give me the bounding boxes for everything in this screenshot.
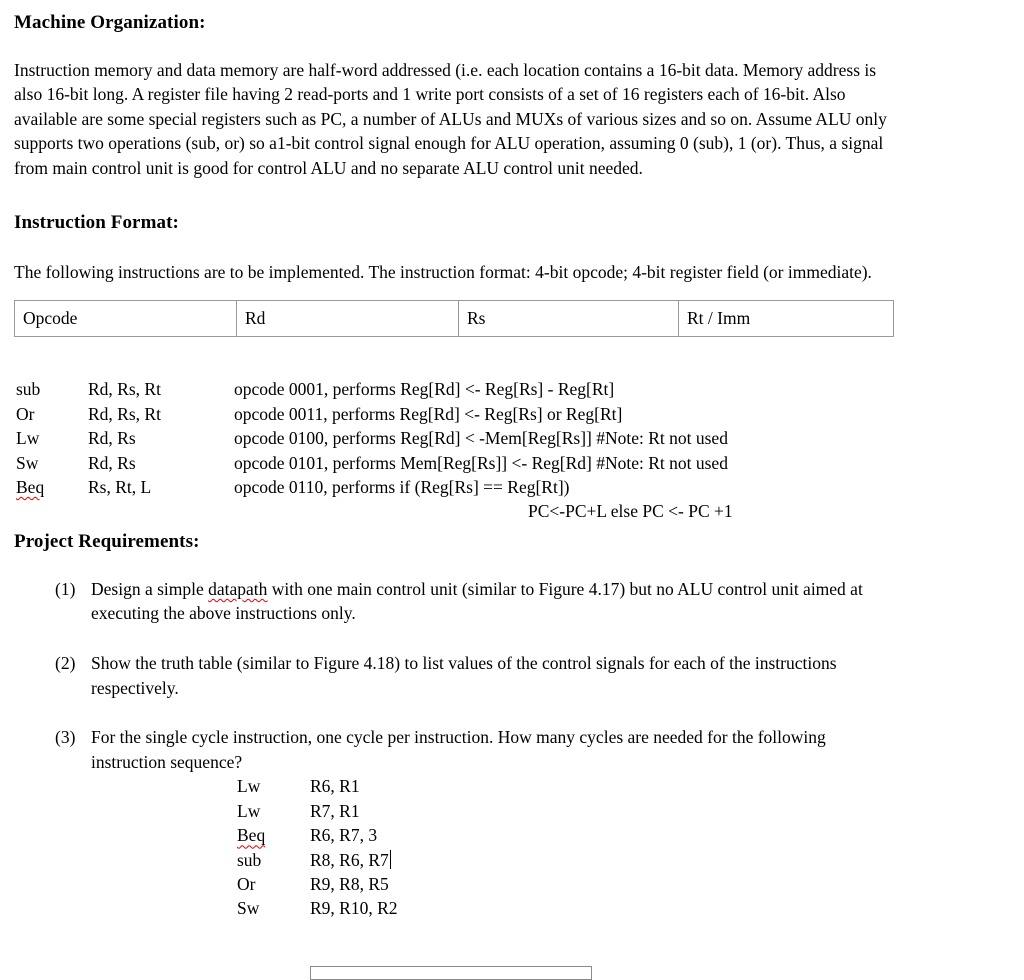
- instruction-mnemonic: Or: [16, 403, 35, 424]
- sequence-mnemonic: Lw: [237, 800, 261, 821]
- sequence-row-or: [237, 872, 557, 896]
- requirements-list: [14, 577, 1008, 921]
- instruction-operands: Rd, Rs, Rt: [88, 403, 161, 424]
- misspelled-word-beq: Beq: [16, 477, 45, 498]
- table-cell-rd: Rd: [237, 301, 459, 337]
- requirement-text: Show the truth table (similar to Figure 4.18) to list values of the control signals for each of the instructions respectively.: [91, 653, 837, 698]
- sequence-operands: R7, R1: [310, 800, 360, 821]
- text-cursor: [390, 850, 392, 869]
- sequence-operands: [310, 848, 557, 872]
- sequence-operands: R6, R7, 3: [310, 825, 378, 846]
- instruction-description: opcode 0100, performs Reg[Rd] < -Mem[Reg[Rs]] #Note: Rt not used: [234, 428, 728, 449]
- misspelled-word-beq: Beq: [237, 825, 266, 846]
- instruction-operands: Rd, Rs: [88, 428, 136, 449]
- table-row: [15, 301, 894, 337]
- sequence-mnemonic: Lw: [237, 776, 261, 797]
- sequence-mnemonic: [237, 823, 310, 847]
- requirement-text: For the single cycle instruction, one cycle per instruction. How many cycles are needed for the following instruction sequence?: [91, 727, 826, 772]
- sequence-row-lw-2: [237, 799, 557, 823]
- instruction-format-paragraph: The following instructions are to be implemented. The instruction format: 4-bit opcode; 4-bit register field (or immediate).: [14, 262, 872, 283]
- requirement-2: [14, 651, 1008, 700]
- requirement-number: (2): [55, 653, 76, 674]
- instruction-row-sw: [16, 451, 1008, 475]
- instruction-description: opcode 0110, performs if (Reg[Rs] == Reg[Rt]): [234, 477, 570, 498]
- sequence-mnemonic: Or: [237, 874, 256, 895]
- instruction-row-sub: [16, 377, 1008, 401]
- sequence-operands: R9, R10, R2: [310, 898, 398, 919]
- instruction-mnemonic: [16, 475, 88, 499]
- requirement-number: (1): [55, 578, 76, 599]
- requirement-text: [91, 577, 891, 626]
- instruction-description: opcode 0011, performs Reg[Rd] <- Reg[Rs] or Reg[Rt]: [234, 403, 623, 424]
- sequence-mnemonic: sub: [237, 849, 262, 870]
- instruction-list: [16, 377, 1008, 523]
- instruction-description: opcode 0101, performs Mem[Reg[Rs]] <- Reg[Rd] #Note: Rt not used: [234, 452, 728, 473]
- instruction-row-lw: [16, 426, 1008, 450]
- beq-continuation-line: PC<-PC+L else PC <- PC +1: [528, 501, 733, 522]
- instruction-mnemonic: sub: [16, 379, 41, 400]
- instruction-sequence: [237, 774, 1008, 920]
- section-title-machine-organization: Machine Organization:: [14, 12, 206, 33]
- misspelled-word-datapath: datapath: [208, 578, 268, 599]
- instruction-operands: Rd, Rs: [88, 452, 136, 473]
- sequence-operands: R6, R1: [310, 776, 360, 797]
- instruction-row-beq: [16, 475, 1008, 499]
- instruction-format-table: [14, 300, 894, 337]
- table-cell-opcode: Opcode: [15, 301, 237, 337]
- sequence-row-sub: [237, 848, 557, 872]
- requirement-text-pre: Design a simple: [91, 578, 209, 599]
- sequence-row-sw: [237, 896, 557, 920]
- sequence-row-beq: [237, 823, 557, 847]
- machine-organization-paragraph: Instruction memory and data memory are half-word addressed (i.e. each location contains a 16-bit data. Memory address is also 16-bit long. A register file having 2 read-ports and 1 write port consists of a set of 16 registers each of 16-bit. Also available are some special registers such as PC, a number of ALUs and MUXs of various sizes and so on. Assume ALU only supports two operations (sub, or) so a1-bit control signal enough for ALU operation, assuming 0 (sub), 1 (or). Thus, a signal from main control unit is good for control ALU and no separate ALU control unit needed.: [14, 60, 887, 178]
- requirement-3: [14, 725, 1008, 774]
- instruction-operands: Rd, Rs, Rt: [88, 379, 161, 400]
- sequence-operands: R9, R8, R5: [310, 874, 389, 895]
- instruction-row-or: [16, 402, 1008, 426]
- requirement-text-post: with one main control unit (similar to Figure 4.17) but no ALU control unit aimed at executing the above instructions only.: [91, 578, 863, 624]
- instruction-description: opcode 0001, performs Reg[Rd] <- Reg[Rs] - Reg[Rt]: [234, 379, 615, 400]
- section-title-project-requirements: Project Requirements:: [14, 530, 200, 552]
- sequence-row-lw-1: [237, 774, 557, 798]
- sequence-mnemonic: Sw: [237, 898, 260, 919]
- table-cell-rs: Rs: [459, 301, 679, 337]
- requirement-1: [14, 577, 1008, 626]
- section-title-instruction-format: Instruction Format:: [14, 212, 179, 234]
- sequence-operands-text: R8, R6, R7: [310, 849, 389, 870]
- requirement-number: (3): [55, 727, 76, 748]
- instruction-operands: Rs, Rt, L: [88, 477, 152, 498]
- instruction-mnemonic: Lw: [16, 428, 40, 449]
- partial-table-fragment: [310, 966, 592, 980]
- instruction-mnemonic: Sw: [16, 452, 39, 473]
- table-cell-rt-imm: Rt / Imm: [679, 301, 894, 337]
